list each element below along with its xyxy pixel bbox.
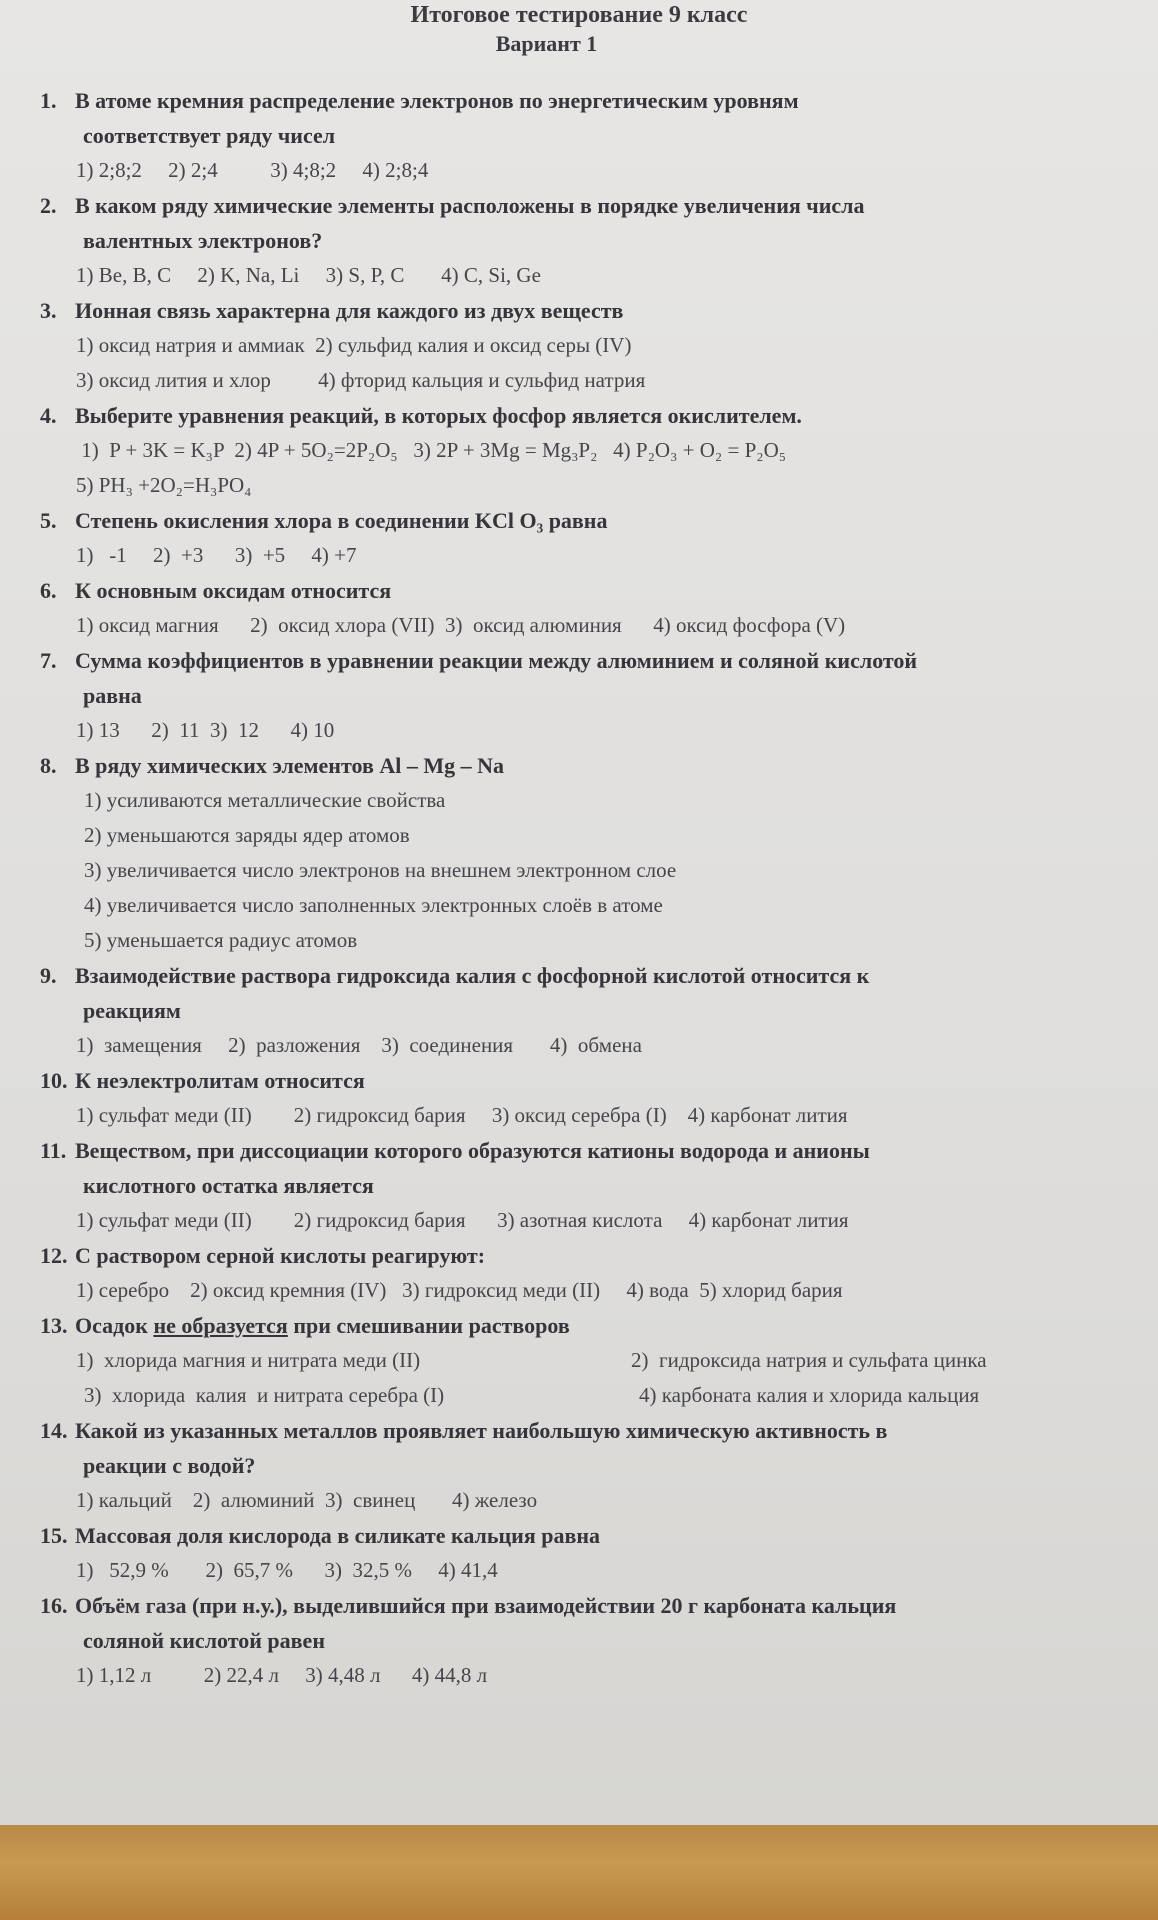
answer-options: 1) P + 3K = K₃P 2) 4P + 5O₂=2P₂O₅ 3) 2P + 3Mg = Mg₃P₂ 4) P₂O₃ + O₂ = P₂O₅ [76,438,787,462]
question-item [40,1413,1140,1518]
answer-option: 4) карбоната калия и хлорида кальция [639,1383,980,1407]
answer-options: 1) 1,12 л 2) 22,4 л 3) 4,48 л 4) 44,8 л [76,1663,488,1687]
question-text [40,643,1140,678]
answer-option: 1) хлорида магния и нитрата меди (II) [76,1348,421,1372]
question-text-body: Ионная связь характерна для каждого из двух веществ [75,298,624,323]
question-text-continued: равна [83,683,142,708]
question-item [40,398,1140,503]
answer-options: 1) 2;8;2 2) 2;4 3) 4;8;2 4) 2;8;4 [76,158,429,182]
question-text-body: К основным оксидам относится [75,578,392,603]
question-text [40,1238,1140,1273]
question-item [40,643,1140,748]
answer-row [40,1378,1140,1413]
question-text [40,1588,1140,1623]
answer-options: 1) 52,9 % 2) 65,7 % 3) 32,5 % 4) 41,4 [76,1558,498,1582]
answer-options: 3) оксид лития и хлор 4) фторид кальция и сульфид натрия [76,368,646,392]
answer-options: 5) PH₃ +2O₂=H₃PO₄ [76,473,252,497]
question-number: 9. [40,963,57,988]
answer-options: 3) увеличивается число электронов на внешнем электронном слое [84,858,677,882]
question-text-body: В каком ряду химические элементы расположены в порядке увеличения числа [75,193,865,218]
answer-options: 5) уменьшается радиус атомов [84,928,358,952]
question-text [40,958,1140,993]
question-text-part: Осадок [75,1313,154,1338]
question-number: 15. [40,1523,68,1548]
question-text-continued: реакции с водой? [83,1453,256,1478]
question-item [40,83,1140,188]
question-number: 2. [40,193,57,218]
question-text [40,1518,1140,1553]
question-text [40,293,1140,328]
question-text-body: Какой из указанных металлов проявляет наибольшую химическую активность в [75,1418,888,1443]
question-text-body: Выберите уравнения реакций, в которых фосфор является окислителем. [75,403,802,428]
question-text-body: Взаимодействие раствора гидроксида калия с фосфорной кислотой относится к [75,963,870,988]
answer-options: 1) оксид натрия и аммиак 2) сульфид калия и оксид серы (IV) [76,333,632,357]
question-item [40,503,1140,573]
question-number: 16. [40,1593,68,1618]
question-number: 5. [40,508,57,533]
question-item [40,1063,1140,1133]
desk-surface [0,1825,1158,1920]
question-text-continued: реакциям [83,998,181,1023]
question-text-continued: соответствует ряду чисел [83,123,336,148]
question-text [40,398,1140,433]
answer-option: 3) хлорида калия и нитрата серебра (I) [84,1383,445,1407]
answer-options: 4) увеличивается число заполненных электронных слоёв в атоме [84,893,663,917]
answer-options: 1) сульфат меди (II) 2) гидроксид бария 3) азотная кислота 4) карбонат лития [76,1208,849,1232]
question-item [40,1588,1140,1693]
question-text-body: Сумма коэффициентов в уравнении реакции между алюминием и соляной кислотой [75,648,918,673]
answer-options: 1) -1 2) +3 3) +5 4) +7 [76,543,357,567]
answer-options: 1) усиливаются металлические свойства [84,788,446,812]
question-text [40,1308,1140,1343]
question-number: 13. [40,1313,68,1338]
answer-option: 2) гидроксида натрия и сульфата цинка [631,1348,987,1372]
question-text-body: В атоме кремния распределение электронов по энергетическим уровням [75,88,799,113]
page-title: Итоговое тестирование 9 класс [410,2,748,28]
question-text-continued: кислотного остатка является [83,1173,374,1198]
answer-options: 2) уменьшаются заряды ядер атомов [84,823,410,847]
question-number: 12. [40,1243,68,1268]
question-text-part: при смешивании растворов [287,1313,570,1338]
question-text-body: В ряду химических элементов Al – Mg – Na [75,753,504,778]
question-text-body: С раствором серной кислоты реагируют: [75,1243,486,1268]
question-text [40,573,1140,608]
question-text [40,83,1140,118]
question-text [40,1063,1140,1098]
question-text [40,1133,1140,1168]
answer-options: 1) оксид магния 2) оксид хлора (VII) 3) оксид алюминия 4) оксид фосфора (V) [76,613,846,637]
question-text-continued: соляной кислотой равен [83,1628,325,1653]
question-text-continued: валентных электронов? [83,228,323,253]
question-item [40,573,1140,643]
answer-options: 1) кальций 2) алюминий 3) свинец 4) железо [76,1488,538,1512]
answer-options: 1) Be, B, C 2) K, Na, Li 3) S, P, C 4) C, Si, Ge [76,263,541,287]
question-item [40,1133,1140,1238]
answer-options: 1) серебро 2) оксид кремния (IV) 3) гидроксид меди (II) 4) вода 5) хлорид бария [76,1278,843,1302]
question-number: 1. [40,88,57,113]
question-item [40,958,1140,1063]
question-number: 8. [40,753,57,778]
variant-label: Вариант 1 [495,31,598,56]
question-number: 7. [40,648,57,673]
question-text [40,748,1140,783]
question-item [40,188,1140,293]
answer-options: 1) 13 2) 11 3) 12 4) 10 [76,718,335,742]
question-number: 14. [40,1418,68,1443]
question-text [40,188,1140,223]
question-number: 11. [40,1138,67,1163]
answer-options: 1) замещения 2) разложения 3) соединения 4) обмена [76,1033,642,1057]
question-number: 6. [40,578,57,603]
question-text-body: Объём газа (при н.у.), выделившийся при взаимодействии 20 г карбоната кальция [75,1593,897,1618]
question-list [40,83,1140,1693]
question-item [40,293,1140,398]
question-item [40,1518,1140,1588]
question-text-body: Веществом, при диссоциации которого образуются катионы водорода и анионы [75,1138,870,1163]
question-item [40,748,1140,958]
answer-options: 1) сульфат меди (II) 2) гидроксид бария 3) оксид серебра (I) 4) карбонат лития [76,1103,848,1127]
question-number: 10. [40,1068,68,1093]
question-item [40,1308,1140,1413]
question-text-body: Степень окисления хлора в соединении KCl O₃ равна [75,508,608,533]
question-text [40,1413,1140,1448]
question-number: 4. [40,403,57,428]
answer-row [40,1343,1140,1378]
question-text-body: К неэлектролитам относится [75,1068,365,1093]
question-text-emphasis: не образуется [153,1313,288,1338]
question-text [40,503,1140,538]
question-item [40,1238,1140,1308]
question-number: 3. [40,298,57,323]
question-text-body: Массовая доля кислорода в силикате кальция равна [75,1523,601,1548]
